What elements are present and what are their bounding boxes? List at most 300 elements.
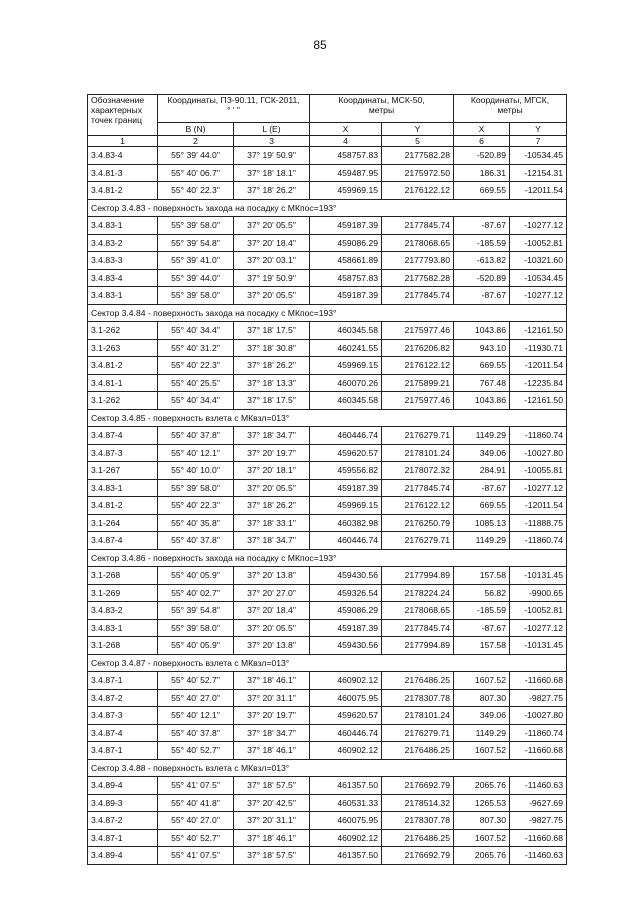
table-row [88, 567, 567, 585]
mgsk-x-cell: 1607.52 [454, 672, 510, 690]
mgsk-x-cell: 56.82 [454, 584, 510, 602]
longitude-cell: 37° 20' 05.5" [234, 479, 310, 497]
l-header: L (E) [234, 123, 310, 136]
msk-y-cell: 2178068.65 [382, 234, 454, 252]
latitude-cell: 55° 40' 31.2" [158, 339, 234, 357]
table-row [88, 689, 567, 707]
msk-y-cell: 2176692.79 [382, 847, 454, 865]
mgsk-x-cell: -520.89 [454, 147, 510, 165]
latitude-cell: 55° 40' 37.8" [158, 532, 234, 550]
msk-x-cell: 460345.58 [310, 322, 382, 340]
mgsk-x-cell: 1265.53 [454, 794, 510, 812]
msk-y-cell: 2177582.28 [382, 147, 454, 165]
msk-y-cell: 2175972.50 [382, 164, 454, 182]
msk-x-cell: 460531.33 [310, 794, 382, 812]
longitude-cell: 37° 18' 57.5" [234, 777, 310, 795]
y2-header: Y [510, 123, 567, 136]
longitude-cell: 37° 18' 26.2" [234, 182, 310, 200]
latitude-cell: 55° 40' 25.5" [158, 374, 234, 392]
mgsk-x-cell: 807.30 [454, 689, 510, 707]
msk-x-cell: 459430.56 [310, 637, 382, 655]
msk-x-cell: 459556.82 [310, 462, 382, 480]
mgsk-x-cell: 1607.52 [454, 742, 510, 760]
mgsk-x-cell: 157.58 [454, 567, 510, 585]
mgsk-x-cell: 669.55 [454, 357, 510, 375]
latitude-cell: 55° 39' 44.0" [158, 147, 234, 165]
mgsk-y-cell: -11660.68 [510, 829, 567, 847]
mgsk-x-cell: 807.30 [454, 812, 510, 830]
msk-y-cell: 2177845.74 [382, 287, 454, 305]
table-row [88, 392, 567, 410]
point-id-cell: 3.4.83-1 [88, 287, 158, 305]
mgsk-unit: метры [497, 105, 523, 115]
msk-x-cell: 459187.39 [310, 287, 382, 305]
column-number: 3 [234, 136, 310, 147]
mgsk-x-cell: -87.67 [454, 479, 510, 497]
section-title: Сектор 3.4.86 - поверхность захода на посадку с МКпос=193° [88, 549, 567, 567]
longitude-cell: 37° 20' 18.4" [234, 234, 310, 252]
table-row [88, 847, 567, 865]
mgsk-x-cell: 767.48 [454, 374, 510, 392]
latitude-cell: 55° 40' 10.0" [158, 462, 234, 480]
latitude-cell: 55° 40' 41.8" [158, 794, 234, 812]
msk-y-cell: 2176486.25 [382, 672, 454, 690]
pz90-header [158, 95, 310, 123]
section-row [88, 409, 567, 427]
longitude-cell: 37° 20' 13.8" [234, 567, 310, 585]
longitude-cell: 37° 20' 05.5" [234, 619, 310, 637]
mgsk-y-cell: -10277.12 [510, 619, 567, 637]
mgsk-y-cell: -12011.54 [510, 497, 567, 515]
mgsk-y-cell: -10534.45 [510, 269, 567, 287]
mgsk-x-cell: 1607.52 [454, 829, 510, 847]
point-id-cell: 3.4.87-3 [88, 444, 158, 462]
mgsk-x-cell: 1149.29 [454, 532, 510, 550]
mgsk-y-cell: -10027.80 [510, 707, 567, 725]
msk-x-cell: 459086.29 [310, 602, 382, 620]
table-row [88, 602, 567, 620]
point-id-cell: 3.4.83-4 [88, 147, 158, 165]
msk-y-cell: 2175899.21 [382, 374, 454, 392]
msk-y-cell: 2176692.79 [382, 777, 454, 795]
x1-header: X [310, 123, 382, 136]
longitude-cell: 37° 19' 50.9" [234, 269, 310, 287]
mgsk-y-cell: -11660.68 [510, 672, 567, 690]
point-id-cell: 3.1-269 [88, 584, 158, 602]
msk-x-cell: 460075.95 [310, 812, 382, 830]
table-row [88, 619, 567, 637]
b-header: B (N) [158, 123, 234, 136]
point-id-cell: 3.1-262 [88, 322, 158, 340]
x2-header: X [454, 123, 510, 136]
latitude-cell: 55° 39' 58.0" [158, 287, 234, 305]
msk-x-cell: 460075.95 [310, 689, 382, 707]
msk-x-cell: 460902.12 [310, 742, 382, 760]
latitude-cell: 55° 40' 27.0" [158, 689, 234, 707]
latitude-cell: 55° 41' 07.5" [158, 847, 234, 865]
msk-y-cell: 2177793.80 [382, 252, 454, 270]
msk-y-cell: 2176206.82 [382, 339, 454, 357]
latitude-cell: 55° 39' 58.0" [158, 217, 234, 235]
table-row [88, 444, 567, 462]
point-id-cell: 3.4.81-2 [88, 357, 158, 375]
longitude-cell: 37° 20' 19.7" [234, 444, 310, 462]
msk-x-cell: 460446.74 [310, 532, 382, 550]
pz90-unit: ° ' " [227, 105, 240, 115]
mgsk-x-cell: -520.89 [454, 269, 510, 287]
mgsk-x-cell: -87.67 [454, 619, 510, 637]
table-row [88, 427, 567, 445]
column-number: 6 [454, 136, 510, 147]
mgsk-x-cell: 1043.86 [454, 392, 510, 410]
mgsk-x-cell: -185.59 [454, 234, 510, 252]
msk-x-cell: 459326.54 [310, 584, 382, 602]
longitude-cell: 37° 18' 57.5" [234, 847, 310, 865]
msk-x-cell: 459187.39 [310, 217, 382, 235]
mgsk-y-cell: -12161.50 [510, 392, 567, 410]
latitude-cell: 55° 40' 52.7" [158, 672, 234, 690]
section-row [88, 654, 567, 672]
longitude-cell: 37° 18' 18.1" [234, 164, 310, 182]
point-id-cell: 3.4.89-3 [88, 794, 158, 812]
mgsk-x-cell: 284.91 [454, 462, 510, 480]
table-row [88, 269, 567, 287]
point-id-cell: 3.1-264 [88, 514, 158, 532]
table-row [88, 829, 567, 847]
msk-x-cell: 460241.55 [310, 339, 382, 357]
msk-y-cell: 2178307.78 [382, 689, 454, 707]
mgsk-x-cell: 1085.13 [454, 514, 510, 532]
msk-y-cell: 2178307.78 [382, 812, 454, 830]
msk-x-cell: 459187.39 [310, 619, 382, 637]
header-row [88, 95, 567, 123]
point-id-cell: 3.4.87-1 [88, 672, 158, 690]
mgsk-y-cell: -10277.12 [510, 287, 567, 305]
mgsk-y-cell: -12154.31 [510, 164, 567, 182]
longitude-cell: 37° 20' 31.1" [234, 689, 310, 707]
point-id-cell: 3.4.87-1 [88, 829, 158, 847]
mgsk-y-cell: -12011.54 [510, 182, 567, 200]
table-row [88, 794, 567, 812]
subheader-row [88, 123, 567, 136]
longitude-cell: 37° 18' 34.7" [234, 532, 310, 550]
latitude-cell: 55° 40' 22.3" [158, 182, 234, 200]
table-row [88, 514, 567, 532]
msk-y-cell: 2176486.25 [382, 742, 454, 760]
mgsk-y-cell: -11660.68 [510, 742, 567, 760]
latitude-cell: 55° 40' 52.7" [158, 742, 234, 760]
latitude-cell: 55° 40' 34.4" [158, 322, 234, 340]
point-id-cell: 3.1-262 [88, 392, 158, 410]
table-row [88, 707, 567, 725]
point-id-cell: 3.4.87-2 [88, 689, 158, 707]
msk-y-cell: 2177582.28 [382, 269, 454, 287]
point-id-cell: 3.4.83-3 [88, 252, 158, 270]
msk-x-cell: 459487.95 [310, 164, 382, 182]
msk-x-cell: 459086.29 [310, 234, 382, 252]
msk-x-cell: 459620.57 [310, 707, 382, 725]
longitude-cell: 37° 20' 05.5" [234, 217, 310, 235]
msk-x-cell: 460902.12 [310, 829, 382, 847]
mgsk-x-cell: 186.31 [454, 164, 510, 182]
table-row [88, 497, 567, 515]
msk-x-cell: 459969.15 [310, 357, 382, 375]
longitude-cell: 37° 20' 27.0" [234, 584, 310, 602]
table-row [88, 287, 567, 305]
table-row [88, 322, 567, 340]
longitude-cell: 37° 20' 03.1" [234, 252, 310, 270]
point-id-cell: 3.4.87-1 [88, 742, 158, 760]
point-id-cell: 3.4.83-2 [88, 602, 158, 620]
table-row [88, 584, 567, 602]
column-number: 5 [382, 136, 454, 147]
msk-x-cell: 458757.83 [310, 147, 382, 165]
mgsk-x-cell: 349.06 [454, 707, 510, 725]
mgsk-y-cell: -10534.45 [510, 147, 567, 165]
msk-y-cell: 2176122.12 [382, 497, 454, 515]
longitude-cell: 37° 20' 05.5" [234, 287, 310, 305]
mgsk-y-cell: -11460.63 [510, 847, 567, 865]
latitude-cell: 55° 40' 27.0" [158, 812, 234, 830]
msk-x-cell: 460070.26 [310, 374, 382, 392]
mgsk-y-cell: -9627.69 [510, 794, 567, 812]
point-id-cell: 3.4.89-4 [88, 847, 158, 865]
table-row [88, 164, 567, 182]
msk-x-cell: 458661.89 [310, 252, 382, 270]
point-id-cell: 3.4.87-3 [88, 707, 158, 725]
table-row [88, 462, 567, 480]
msk-x-cell: 460345.58 [310, 392, 382, 410]
mgsk-x-cell: -87.67 [454, 217, 510, 235]
mgsk-x-cell: 1043.86 [454, 322, 510, 340]
point-id-cell: 3.4.87-4 [88, 724, 158, 742]
point-id-cell: 3.4.89-4 [88, 777, 158, 795]
msk-x-cell: 461357.50 [310, 777, 382, 795]
msk-y-cell: 2178072.32 [382, 462, 454, 480]
y1-header: Y [382, 123, 454, 136]
mgsk-y-cell: -12011.54 [510, 357, 567, 375]
section-title: Сектор 3.4.85 - поверхность взлета с МКвзл=013° [88, 409, 567, 427]
designation-header: Обозначение характерных точек границ [88, 95, 158, 136]
longitude-cell: 37° 20' 18.1" [234, 462, 310, 480]
latitude-cell: 55° 40' 02.7" [158, 584, 234, 602]
msk-y-cell: 2176250.79 [382, 514, 454, 532]
mgsk-y-cell: -11930.71 [510, 339, 567, 357]
coordinates-table [87, 94, 567, 865]
latitude-cell: 55° 40' 37.8" [158, 724, 234, 742]
msk-x-cell: 460446.74 [310, 427, 382, 445]
msk-x-cell: 459430.56 [310, 567, 382, 585]
longitude-cell: 37° 18' 46.1" [234, 742, 310, 760]
longitude-cell: 37° 18' 17.5" [234, 322, 310, 340]
msk-x-cell: 459620.57 [310, 444, 382, 462]
mgsk-x-cell: -613.82 [454, 252, 510, 270]
mgsk-y-cell: -10052.81 [510, 234, 567, 252]
latitude-cell: 55° 40' 12.1" [158, 707, 234, 725]
mgsk-y-cell: -11460.63 [510, 777, 567, 795]
mgsk-x-cell: 157.58 [454, 637, 510, 655]
longitude-cell: 37° 18' 34.7" [234, 427, 310, 445]
mgsk-x-cell: -87.67 [454, 287, 510, 305]
msk-y-cell: 2176486.25 [382, 829, 454, 847]
msk-x-cell: 461357.50 [310, 847, 382, 865]
point-id-cell: 3.4.83-2 [88, 234, 158, 252]
column-number: 1 [88, 136, 158, 147]
mgsk-x-cell: 2065.76 [454, 847, 510, 865]
table-row [88, 637, 567, 655]
mgsk-y-cell: -10277.12 [510, 479, 567, 497]
latitude-cell: 55° 40' 35.8" [158, 514, 234, 532]
msk-x-cell: 460902.12 [310, 672, 382, 690]
longitude-cell: 37° 20' 18.4" [234, 602, 310, 620]
section-title: Сектор 3.4.84 - поверхность захода на посадку с МКпос=193° [88, 304, 567, 322]
table-row [88, 479, 567, 497]
latitude-cell: 55° 39' 41.0" [158, 252, 234, 270]
longitude-cell: 37° 18' 46.1" [234, 829, 310, 847]
table-row [88, 182, 567, 200]
mgsk-y-cell: -10055.81 [510, 462, 567, 480]
point-id-cell: 3.4.81-1 [88, 374, 158, 392]
mgsk-x-cell: 669.55 [454, 497, 510, 515]
table-row [88, 724, 567, 742]
msk-y-cell: 2178068.65 [382, 602, 454, 620]
msk-y-cell: 2177994.89 [382, 567, 454, 585]
table-row [88, 374, 567, 392]
point-id-cell: 3.4.81-2 [88, 497, 158, 515]
msk50-unit: метры [368, 105, 395, 115]
msk50-header [310, 95, 454, 123]
table-row [88, 672, 567, 690]
page-number: 85 [313, 38, 327, 52]
msk-y-cell: 2178514.32 [382, 794, 454, 812]
column-number: 4 [310, 136, 382, 147]
mgsk-y-cell: -10027.80 [510, 444, 567, 462]
msk-y-cell: 2178101.24 [382, 444, 454, 462]
latitude-cell: 55° 39' 58.0" [158, 619, 234, 637]
latitude-cell: 55° 39' 54.8" [158, 234, 234, 252]
table-row [88, 234, 567, 252]
msk-x-cell: 459969.15 [310, 182, 382, 200]
mgsk-y-cell: -10131.45 [510, 567, 567, 585]
latitude-cell: 55° 40' 22.3" [158, 357, 234, 375]
point-id-cell: 3.1-268 [88, 637, 158, 655]
mgsk-x-cell: -185.59 [454, 602, 510, 620]
msk-x-cell: 458757.83 [310, 269, 382, 287]
longitude-cell: 37° 20' 42.5" [234, 794, 310, 812]
point-id-cell: 3.4.87-2 [88, 812, 158, 830]
latitude-cell: 55° 40' 34.4" [158, 392, 234, 410]
table-row [88, 147, 567, 165]
msk-y-cell: 2177845.74 [382, 479, 454, 497]
msk-y-cell: 2177845.74 [382, 619, 454, 637]
latitude-cell: 55° 40' 06.7" [158, 164, 234, 182]
mgsk-x-cell: 669.55 [454, 182, 510, 200]
table-row [88, 357, 567, 375]
latitude-cell: 55° 39' 58.0" [158, 479, 234, 497]
point-id-cell: 3.4.87-4 [88, 532, 158, 550]
mgsk-x-cell: 349.06 [454, 444, 510, 462]
table-body [88, 147, 567, 865]
mgsk-x-cell: 943.10 [454, 339, 510, 357]
msk-y-cell: 2176122.12 [382, 357, 454, 375]
point-id-cell: 3.4.83-4 [88, 269, 158, 287]
section-title: Сектор 3.4.88 - поверхность взлета с МКвзл=013° [88, 759, 567, 777]
pz90-title: Координаты, ПЗ-90.11, ГСК-2011, [167, 95, 300, 105]
latitude-cell: 55° 40' 22.3" [158, 497, 234, 515]
msk-y-cell: 2177994.89 [382, 637, 454, 655]
point-id-cell: 3.4.81-3 [88, 164, 158, 182]
section-title: Сектор 3.4.83 - поверхность захода на посадку с МКпос=193° [88, 199, 567, 217]
column-number: 2 [158, 136, 234, 147]
mgsk-y-cell: -9900.65 [510, 584, 567, 602]
msk-y-cell: 2176279.71 [382, 427, 454, 445]
longitude-cell: 37° 18' 33.1" [234, 514, 310, 532]
table-row [88, 339, 567, 357]
longitude-cell: 37° 19' 50.9" [234, 147, 310, 165]
mgsk-y-cell: -11888.75 [510, 514, 567, 532]
longitude-cell: 37° 18' 26.2" [234, 357, 310, 375]
mgsk-x-cell: 1149.29 [454, 427, 510, 445]
section-row [88, 199, 567, 217]
latitude-cell: 55° 41' 07.5" [158, 777, 234, 795]
latitude-cell: 55° 40' 05.9" [158, 567, 234, 585]
msk-y-cell: 2176279.71 [382, 724, 454, 742]
mgsk-header [454, 95, 567, 123]
table-row [88, 777, 567, 795]
longitude-cell: 37° 20' 31.1" [234, 812, 310, 830]
msk-y-cell: 2178101.24 [382, 707, 454, 725]
latitude-cell: 55° 40' 05.9" [158, 637, 234, 655]
mgsk-y-cell: -12161.50 [510, 322, 567, 340]
latitude-cell: 55° 40' 52.7" [158, 829, 234, 847]
table-row [88, 532, 567, 550]
section-row [88, 304, 567, 322]
mgsk-x-cell: 1149.29 [454, 724, 510, 742]
longitude-cell: 37° 18' 46.1" [234, 672, 310, 690]
table-row [88, 217, 567, 235]
msk-x-cell: 459969.15 [310, 497, 382, 515]
mgsk-y-cell: -9827.75 [510, 812, 567, 830]
mgsk-y-cell: -10321.60 [510, 252, 567, 270]
section-row [88, 549, 567, 567]
mgsk-y-cell: -11860.74 [510, 532, 567, 550]
msk-y-cell: 2176279.71 [382, 532, 454, 550]
longitude-cell: 37° 20' 19.7" [234, 707, 310, 725]
section-row [88, 759, 567, 777]
mgsk-y-cell: -12235.84 [510, 374, 567, 392]
longitude-cell: 37° 20' 13.8" [234, 637, 310, 655]
msk-x-cell: 459187.39 [310, 479, 382, 497]
mgsk-x-cell: 2065.76 [454, 777, 510, 795]
msk-y-cell: 2177845.74 [382, 217, 454, 235]
point-id-cell: 3.1-268 [88, 567, 158, 585]
point-id-cell: 3.4.81-2 [88, 182, 158, 200]
mgsk-y-cell: -10052.81 [510, 602, 567, 620]
section-title: Сектор 3.4.87 - поверхность взлета с МКвзл=013° [88, 654, 567, 672]
longitude-cell: 37° 18' 13.3" [234, 374, 310, 392]
point-id-cell: 3.4.83-1 [88, 479, 158, 497]
mgsk-title: Координаты, МГСК, [470, 95, 550, 105]
msk50-title: Координаты, МСК-50, [338, 95, 425, 105]
msk-y-cell: 2176122.12 [382, 182, 454, 200]
msk-x-cell: 460382.98 [310, 514, 382, 532]
point-id-cell: 3.4.83-1 [88, 217, 158, 235]
mgsk-y-cell: -10131.45 [510, 637, 567, 655]
mgsk-y-cell: -11860.74 [510, 427, 567, 445]
mgsk-y-cell: -9827.75 [510, 689, 567, 707]
point-id-cell: 3.1-267 [88, 462, 158, 480]
msk-y-cell: 2175977.46 [382, 392, 454, 410]
